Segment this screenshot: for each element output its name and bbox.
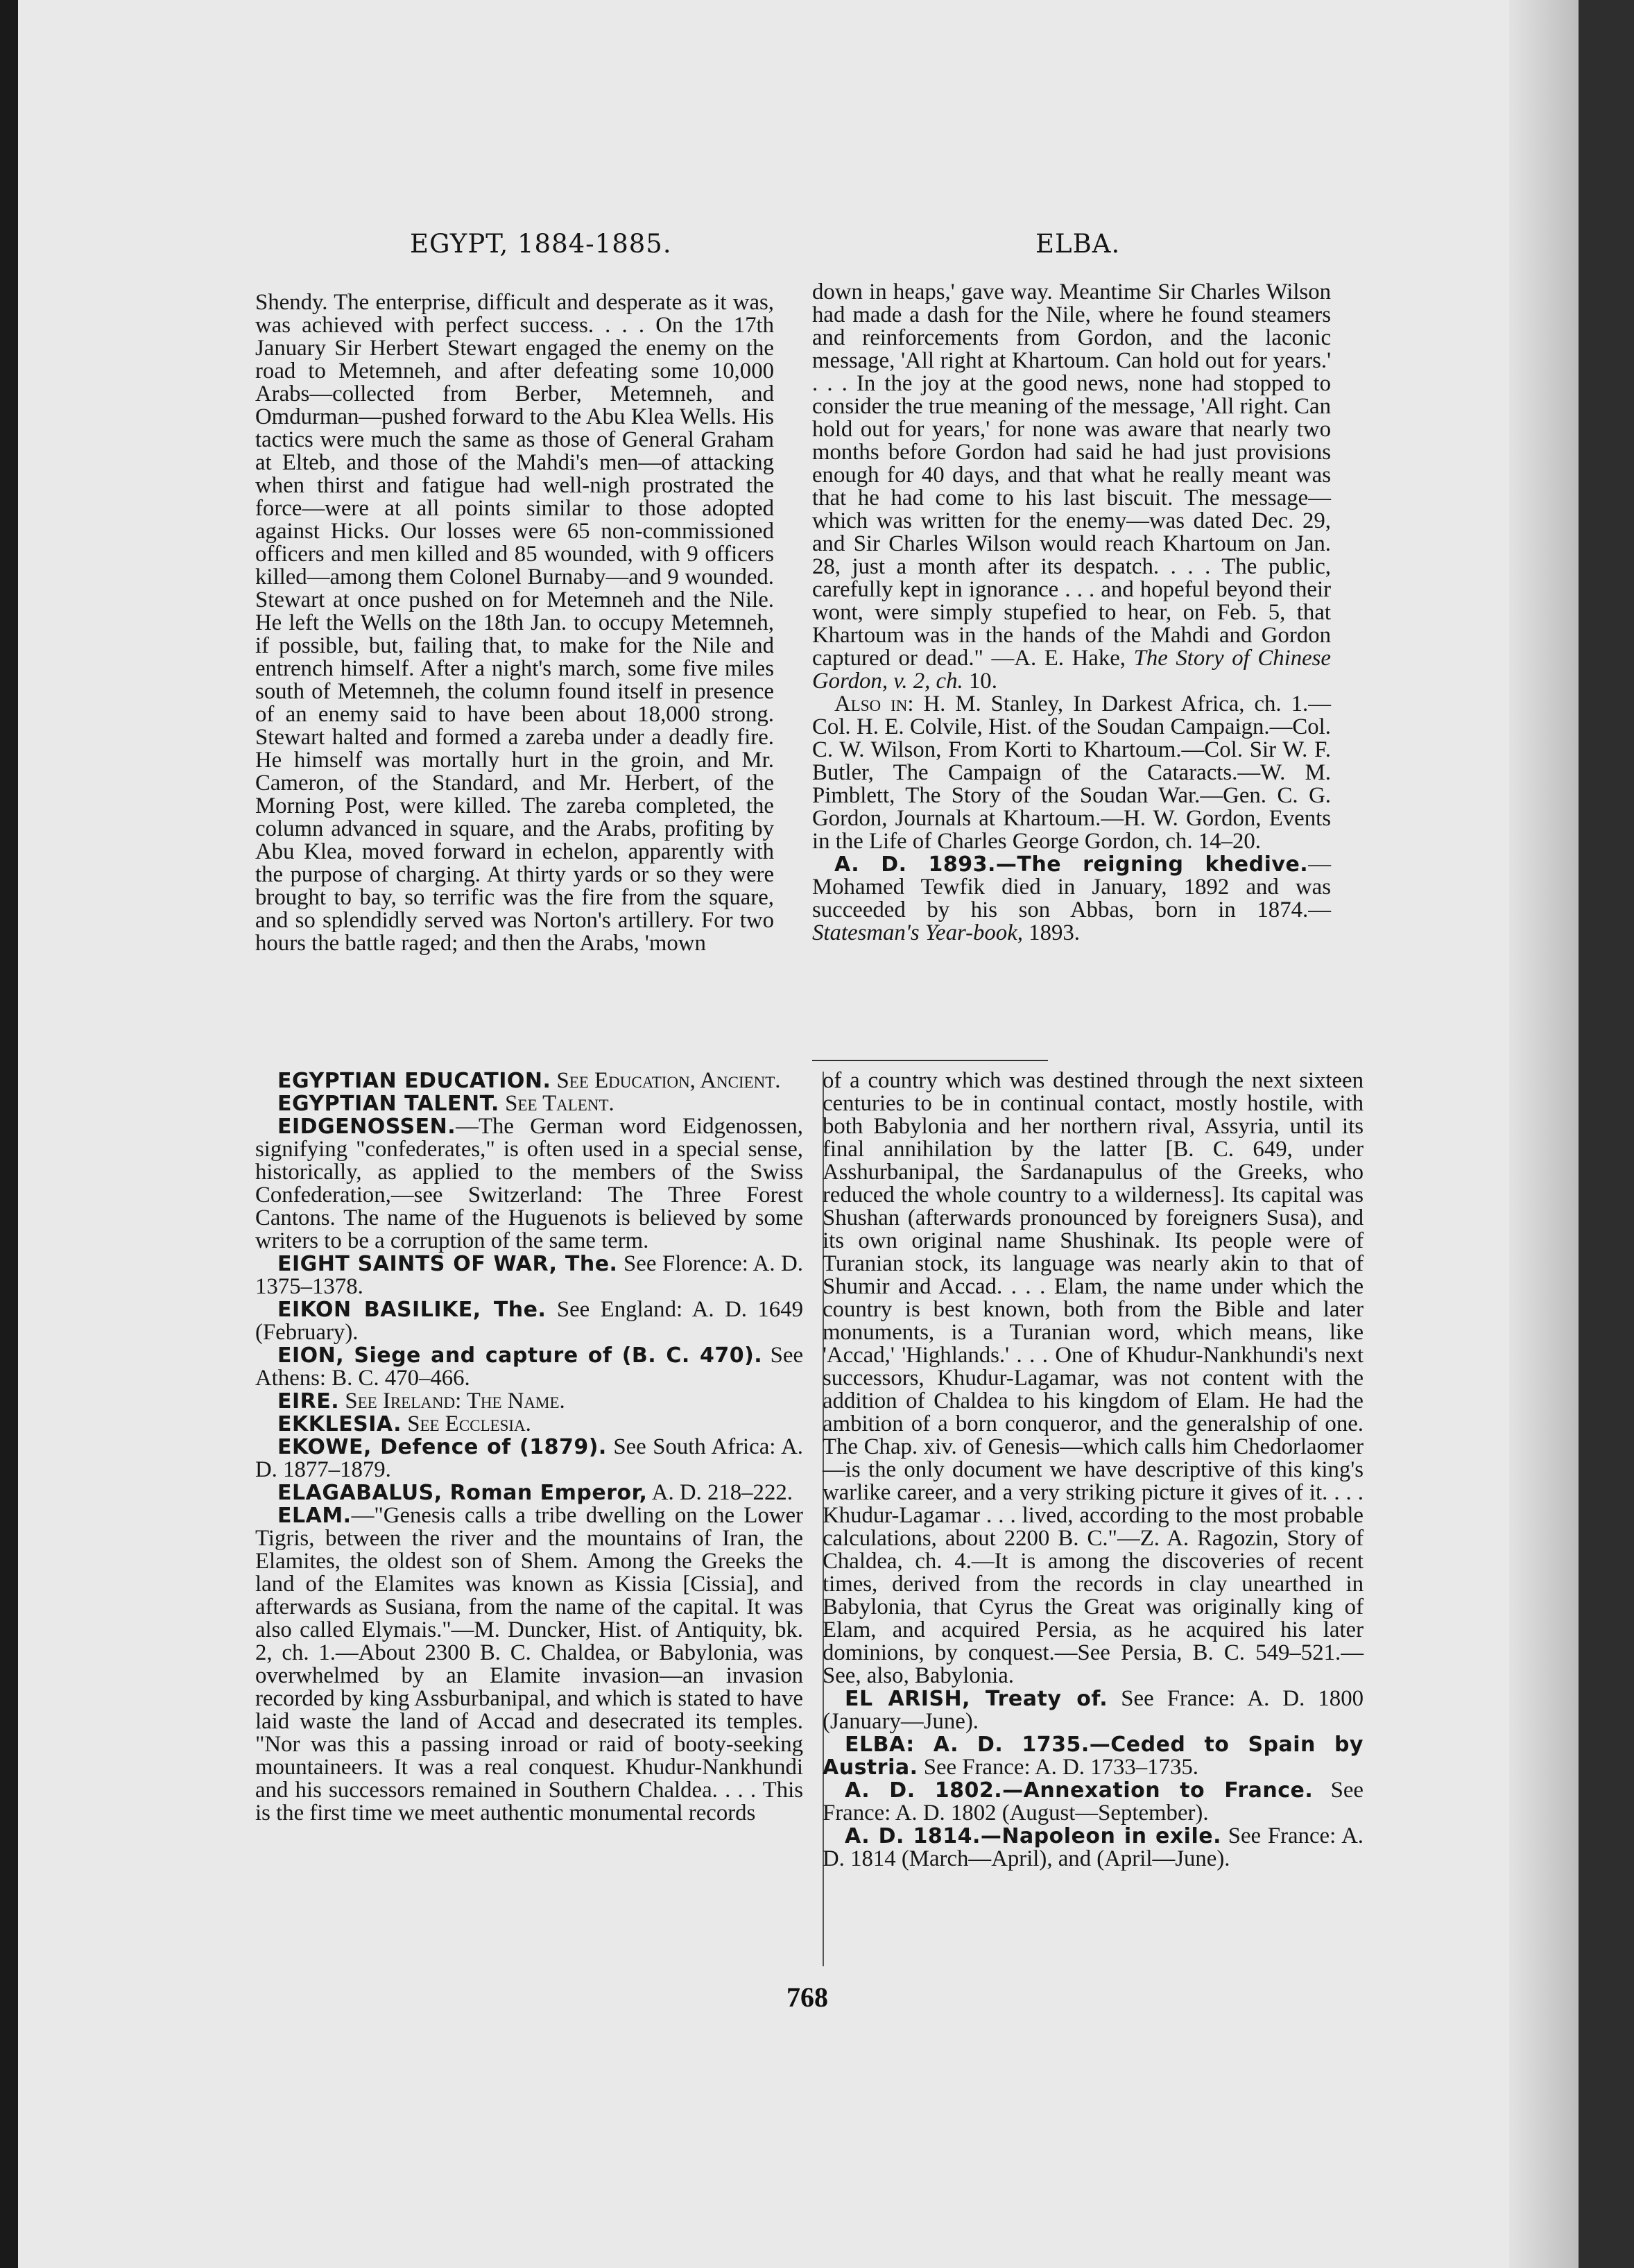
entry-text: See Talent. <box>499 1091 614 1116</box>
scan-border-left <box>0 0 18 2268</box>
scan-border-right <box>1579 0 1634 2268</box>
entry-text: See Ireland: The Name. <box>339 1389 565 1414</box>
paragraph-elam-continued: of a country which was destined through the next sixteen centuries to be in continual contact, mostly hostile, with both Babylonia and her northern rival, Assyria, until its final annihilation by the latter [B. C. 649, under Asshurbanipal, the Sardanapulus of the Greeks, who reduced the whole country to a wilderness]. Its capital was Shushan (afterwards pronounced by foreigners Susa), and its own original name Shushinak. Its people were of Turanian stock, its language was nearly akin to that of Shumir and Accad. . . . Elam, the name under which the country is best known, both from the Bible and later monuments, is a Turanian word, which means, like 'Accad,' 'Highlands.' . . . One of Khudur-Nankhundi's next successors, Khudur-Lagamar, was not content with the addition of Chaldea to his kingdom of Elam. He had the ambition of a born conqueror, and the generalship of one. The Chap. xiv. of Genesis—which calls him Chedorlaomer—is the only document we have descriptive of this king's warlike career, and a very striking picture it gives of it. . . . Khudur-Lagamar . . . lived, according to the most probable calculations, about 2200 B. C."—Z. A. Ragozin, Story of Chaldea, ch. 4.—It is among the discoveries of recent times, derived from the records in clay unearthed in Babylonia, that Cyrus the Great was originally king of Elam, and acquired Persia, as he acquired his later dominions, by conquest.—See Persia, B. C. 549–521.—See, also, Babylonia. <box>823 1068 1364 1688</box>
entry-text: See France: A. D. 1800 (January—June). <box>823 1686 1364 1734</box>
running-header-right: ELBA. <box>1035 229 1121 259</box>
entry-heading: A. D. 1802.—Annexation to France. <box>845 1778 1314 1803</box>
entry-eion <box>255 1344 803 1390</box>
entry-text: See England: A. D. 1649 (February). <box>255 1297 803 1345</box>
entry-text: See Florence: A. D. 1375–1378. <box>255 1251 803 1299</box>
section-rule <box>812 1060 1048 1061</box>
book-page <box>18 0 1579 2268</box>
paragraph-stewart: Shendy. The enterprise, difficult and desperate as it was, was achieved with perfect success. . . . On the 17th January Sir Herbert Stewart engaged the enemy on the road to Metemneh, and after defeating some 10,000 Arabs—collected from Berber, Metemneh, and Omdurman—pushed forward to the Abu Klea Wells. His tactics were much the same as those of General Graham at Elteb, and those of the Mahdi's men—of attacking when thirst and fatigue had well-nigh prostrated the force—were at all points similar to those adopted against Hicks. Our losses were 65 non-commissioned officers and men killed and 85 wounded, with 9 officers killed—among them Colonel Burnaby—and 9 wounded. Stewart at once pushed on for Metemneh and the Nile. He left the Wells on the 18th Jan. to occupy Metemneh, if possible, but, failing that, to make for the Nile and entrench himself. After a night's march, some five miles south of Metemneh, the column found itself in presence of an enemy said to have been about 18,000 strong. Stewart halted and formed a zareba under a deadly fire. He himself was mortally hurt in the groin, and Mr. Cameron, of the Standard, and Mr. Herbert, of the Morning Post, were killed. The zareba completed, the column advanced in square, and the Arabs, profiting by Abu Klea, moved forward in echelon, apparently with the purpose of charging. At thirty yards or so they were brought to bay, so terrific was the fire from the square, and so splendidly served was Norton's artillery. For two hours the battle raged; and then the Arabs, 'mown <box>255 290 774 956</box>
entry-eidgenossen <box>255 1115 803 1253</box>
entry-text: —The German word Eidgenossen, signifying "confederates," is often used in a special sense, historically, as applied to the members of the Swiss Confederation,—see Switzerland: The Three Forest Cantons. The name of the Huguenots is believed by some writers to be a corruption of the same term. <box>255 1114 803 1253</box>
column-bottom-left <box>255 1069 803 1825</box>
entry-eire <box>255 1390 803 1413</box>
entry-heading: A. D. 1814.—Napoleon in exile. <box>845 1824 1221 1848</box>
entry-text: —"Genesis calls a tribe dwelling on the Lower Tigris, between the river and the mountains of Iran, the Elamites, the oldest son of Shem. Among the Greeks the land of the Elamites was known as Kissia [Cissia], and afterwards as Susiana, from the name of the capital. It was also called Elymais."—M. Duncker, Hist. of Antiquity, bk. 2, ch. 1.—About 2300 B. C. Chaldea, or Babylonia, was overwhelmed by an Elamite invasion—an invasion recorded by king Assburbanipal, and which is stated to have laid waste the land of Accad and desecrated its temples. "Nor was this a passing inroad or raid of booty-seeking mountaineers. It was a real conquest. Khudur-Nankhundi and his successors remained in Southern Chaldea. . . . This is the first time we meet authentic monumental records <box>255 1503 803 1825</box>
entry-ad-1893-heading: A. D. 1893.—The reigning khedive. <box>834 852 1309 877</box>
also-in-text: : H. M. Stanley, In Darkest Africa, ch. 1.—Col. H. E. Colvile, Hist. of the Soudan Campaign.—Col. C. W. Wilson, From Korti to Khartoum.—Col. Sir W. F. Butler, The Campaign of the Cataracts.—W. M. Pimblett, The Story of the Soudan War.—Gen. C. G. Gordon, Journals at Khartoum.—H. W. Gordon, Events in the Life of Charles George Gordon, ch. 14–20. <box>812 691 1331 854</box>
entry-ad-1893-text: —Mohamed Tewfik died in January, 1892 and was succeeded by his son Abbas, born in 1874.— <box>812 852 1331 922</box>
entry-ekowe <box>255 1436 803 1481</box>
entry-heading: EIDGENOSSEN. <box>277 1115 456 1139</box>
page-number: 768 <box>786 1982 828 2013</box>
entry-elam <box>255 1504 803 1825</box>
also-in-label: Also in <box>834 691 908 716</box>
entry-elba-1802 <box>823 1779 1364 1825</box>
entry-heading: ELAM. <box>277 1504 352 1528</box>
also-in-list <box>812 693 1331 853</box>
page-edge-shadow <box>1509 0 1579 2268</box>
entry-ekklesia <box>255 1413 803 1436</box>
entry-ad-1893-year: 1893. <box>1022 920 1080 945</box>
entry-text: See Athens: B. C. 470–466. <box>255 1343 803 1391</box>
entry-text: See South Africa: A. D. 1877–1879. <box>255 1434 803 1482</box>
entry-text: See Education, Ancient. <box>551 1068 781 1093</box>
entry-heading: EION, Siege and capture of (B. C. 470). <box>277 1343 763 1368</box>
khartoum-text: down in heaps,' gave way. Meantime Sir Charles Wilson had made a dash for the Nile, where he found steamers and reinforcements from Gordon, and the laconic message, 'All right at Khartoum. Can hold out for years.' . . . In the joy at the good news, none had stopped to consider the true meaning of the message, 'All right. Can hold out for years,' for none was aware that nearly two months before Gordon had said he had just provisions enough for 40 days, and that what he really meant was that he had come to his last biscuit. The message—which was written for the enemy—was dated Dec. 29, and Sir Charles Wilson would reach Khartoum on Jan. 28, just a month after its despatch. . . . The public, carefully kept in ignorance . . . and hopeful beyond their wont, were simply stupefied to hear, on Feb. 5, that Khartoum was in the hands of the Mahdi and Gordon captured or dead." —A. E. Hake, <box>812 280 1331 671</box>
column-bottom-right <box>823 1069 1364 1871</box>
entry-text: See France: A. D. 1802 (August—September). <box>823 1778 1364 1825</box>
entry-text: See France: A. D. 1733–1735. <box>918 1755 1198 1780</box>
entry-heading: EKKLESIA. <box>277 1412 402 1436</box>
entry-text: See Ecclesia. <box>402 1411 531 1436</box>
entry-heading: ELBA: A. D. 1735.—Ceded to Spain by Austria. <box>823 1733 1364 1780</box>
entry-heading: EIKON BASILIKE, The. <box>277 1298 547 1322</box>
entry-heading: ELAGABALUS, Roman Emperor, <box>277 1481 648 1505</box>
running-header-left: EGYPT, 1884-1885. <box>410 229 672 259</box>
entry-text: See France: A. D. 1814 (March—April), and (April—June). <box>823 1823 1364 1871</box>
entry-heading: EKOWE, Defence of (1879). <box>277 1435 607 1459</box>
entry-heading: EL ARISH, Treaty of. <box>845 1687 1108 1711</box>
entry-ad-1893-source: Statesman's Year-book, <box>812 920 1023 945</box>
entry-text: A. D. 218–222. <box>647 1480 793 1505</box>
entry-elagabalus <box>255 1481 803 1504</box>
entry-heading: EIGHT SAINTS OF WAR, The. <box>277 1252 618 1276</box>
entry-el-arish <box>823 1687 1364 1733</box>
citation-hake-end: 10. <box>963 669 997 694</box>
entry-eight-saints <box>255 1253 803 1298</box>
entry-heading: EGYPTIAN TALENT. <box>277 1092 499 1116</box>
column-top-right <box>812 281 1331 945</box>
entry-elba-1735 <box>823 1733 1364 1779</box>
entry-ad-1893 <box>812 853 1331 945</box>
column-top-left <box>255 291 774 955</box>
entry-heading: EGYPTIAN EDUCATION. <box>277 1069 551 1093</box>
citation-hake: The Story of Chinese Gordon, v. 2, ch. <box>812 646 1331 694</box>
entry-egyptian-education <box>255 1069 803 1092</box>
entry-eikon-basilike <box>255 1298 803 1344</box>
entry-egyptian-talent <box>255 1092 803 1115</box>
entry-elba-1814 <box>823 1825 1364 1871</box>
paragraph-khartoum <box>812 281 1331 693</box>
entry-heading: EIRE. <box>277 1389 340 1414</box>
